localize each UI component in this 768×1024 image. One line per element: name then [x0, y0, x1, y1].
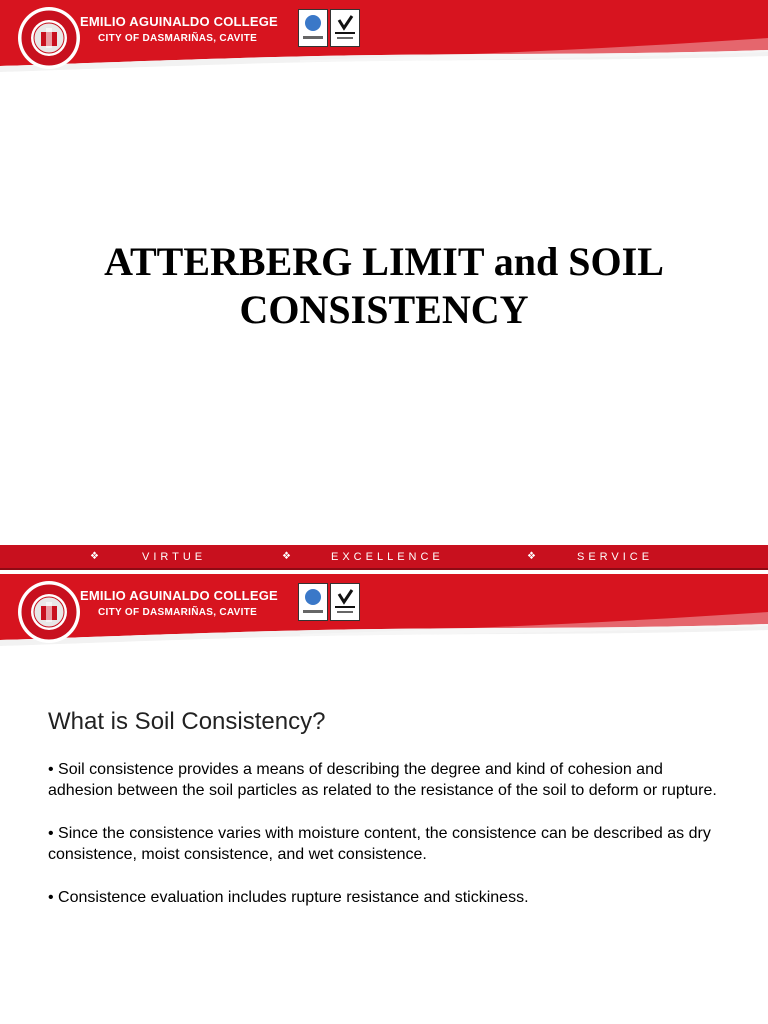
content-slide: [0, 574, 768, 1024]
college-header-banner: [0, 574, 768, 654]
bullet-item: • Consistence evaluation includes rupture resistance and stickiness.: [48, 889, 529, 906]
ukas-certification-logo: [330, 583, 360, 621]
motto-word-excellence: EXCELLENCE: [331, 551, 444, 563]
college-seal-icon: [17, 4, 81, 72]
college-city: CITY OF DASMARIÑAS, CAVITE: [98, 33, 258, 44]
bullet-item: • Since the consistence varies with moisture content, the consistence can be described as dry consistence, moist consistence, and wet consistence.: [48, 825, 711, 863]
diamond-icon: ❖: [527, 551, 536, 562]
motto-word-service: SERVICE: [577, 551, 654, 563]
college-name: EMILIO AGUINALDO COLLEGE: [80, 14, 278, 29]
iso-certification-logo: [298, 583, 328, 621]
slide-title-line-1: ATTERBERG LIMIT and SOIL: [104, 239, 664, 284]
diamond-icon: ❖: [90, 551, 99, 562]
college-seal-icon: [17, 578, 81, 646]
college-header-banner: [0, 0, 768, 80]
college-name: EMILIO AGUINALDO COLLEGE: [80, 588, 278, 603]
bullet-item: • Soil consistence provides a means of describing the degree and kind of cohesion and adhesion between the soil particles as related to the resistance of the soil to deform or rupture.: [48, 761, 717, 799]
slide-title: [40, 238, 728, 334]
motto-bar: [0, 545, 768, 570]
motto-word-virtue: VIRTUE: [142, 551, 207, 563]
diamond-icon: ❖: [282, 551, 291, 562]
college-city: CITY OF DASMARIÑAS, CAVITE: [98, 607, 258, 618]
slide-heading: What is Soil Consistency?: [48, 708, 326, 735]
bullet-list: [48, 759, 728, 930]
slide-title-line-2: CONSISTENCY: [239, 287, 529, 332]
ukas-certification-logo: [330, 9, 360, 47]
iso-certification-logo: [298, 9, 328, 47]
